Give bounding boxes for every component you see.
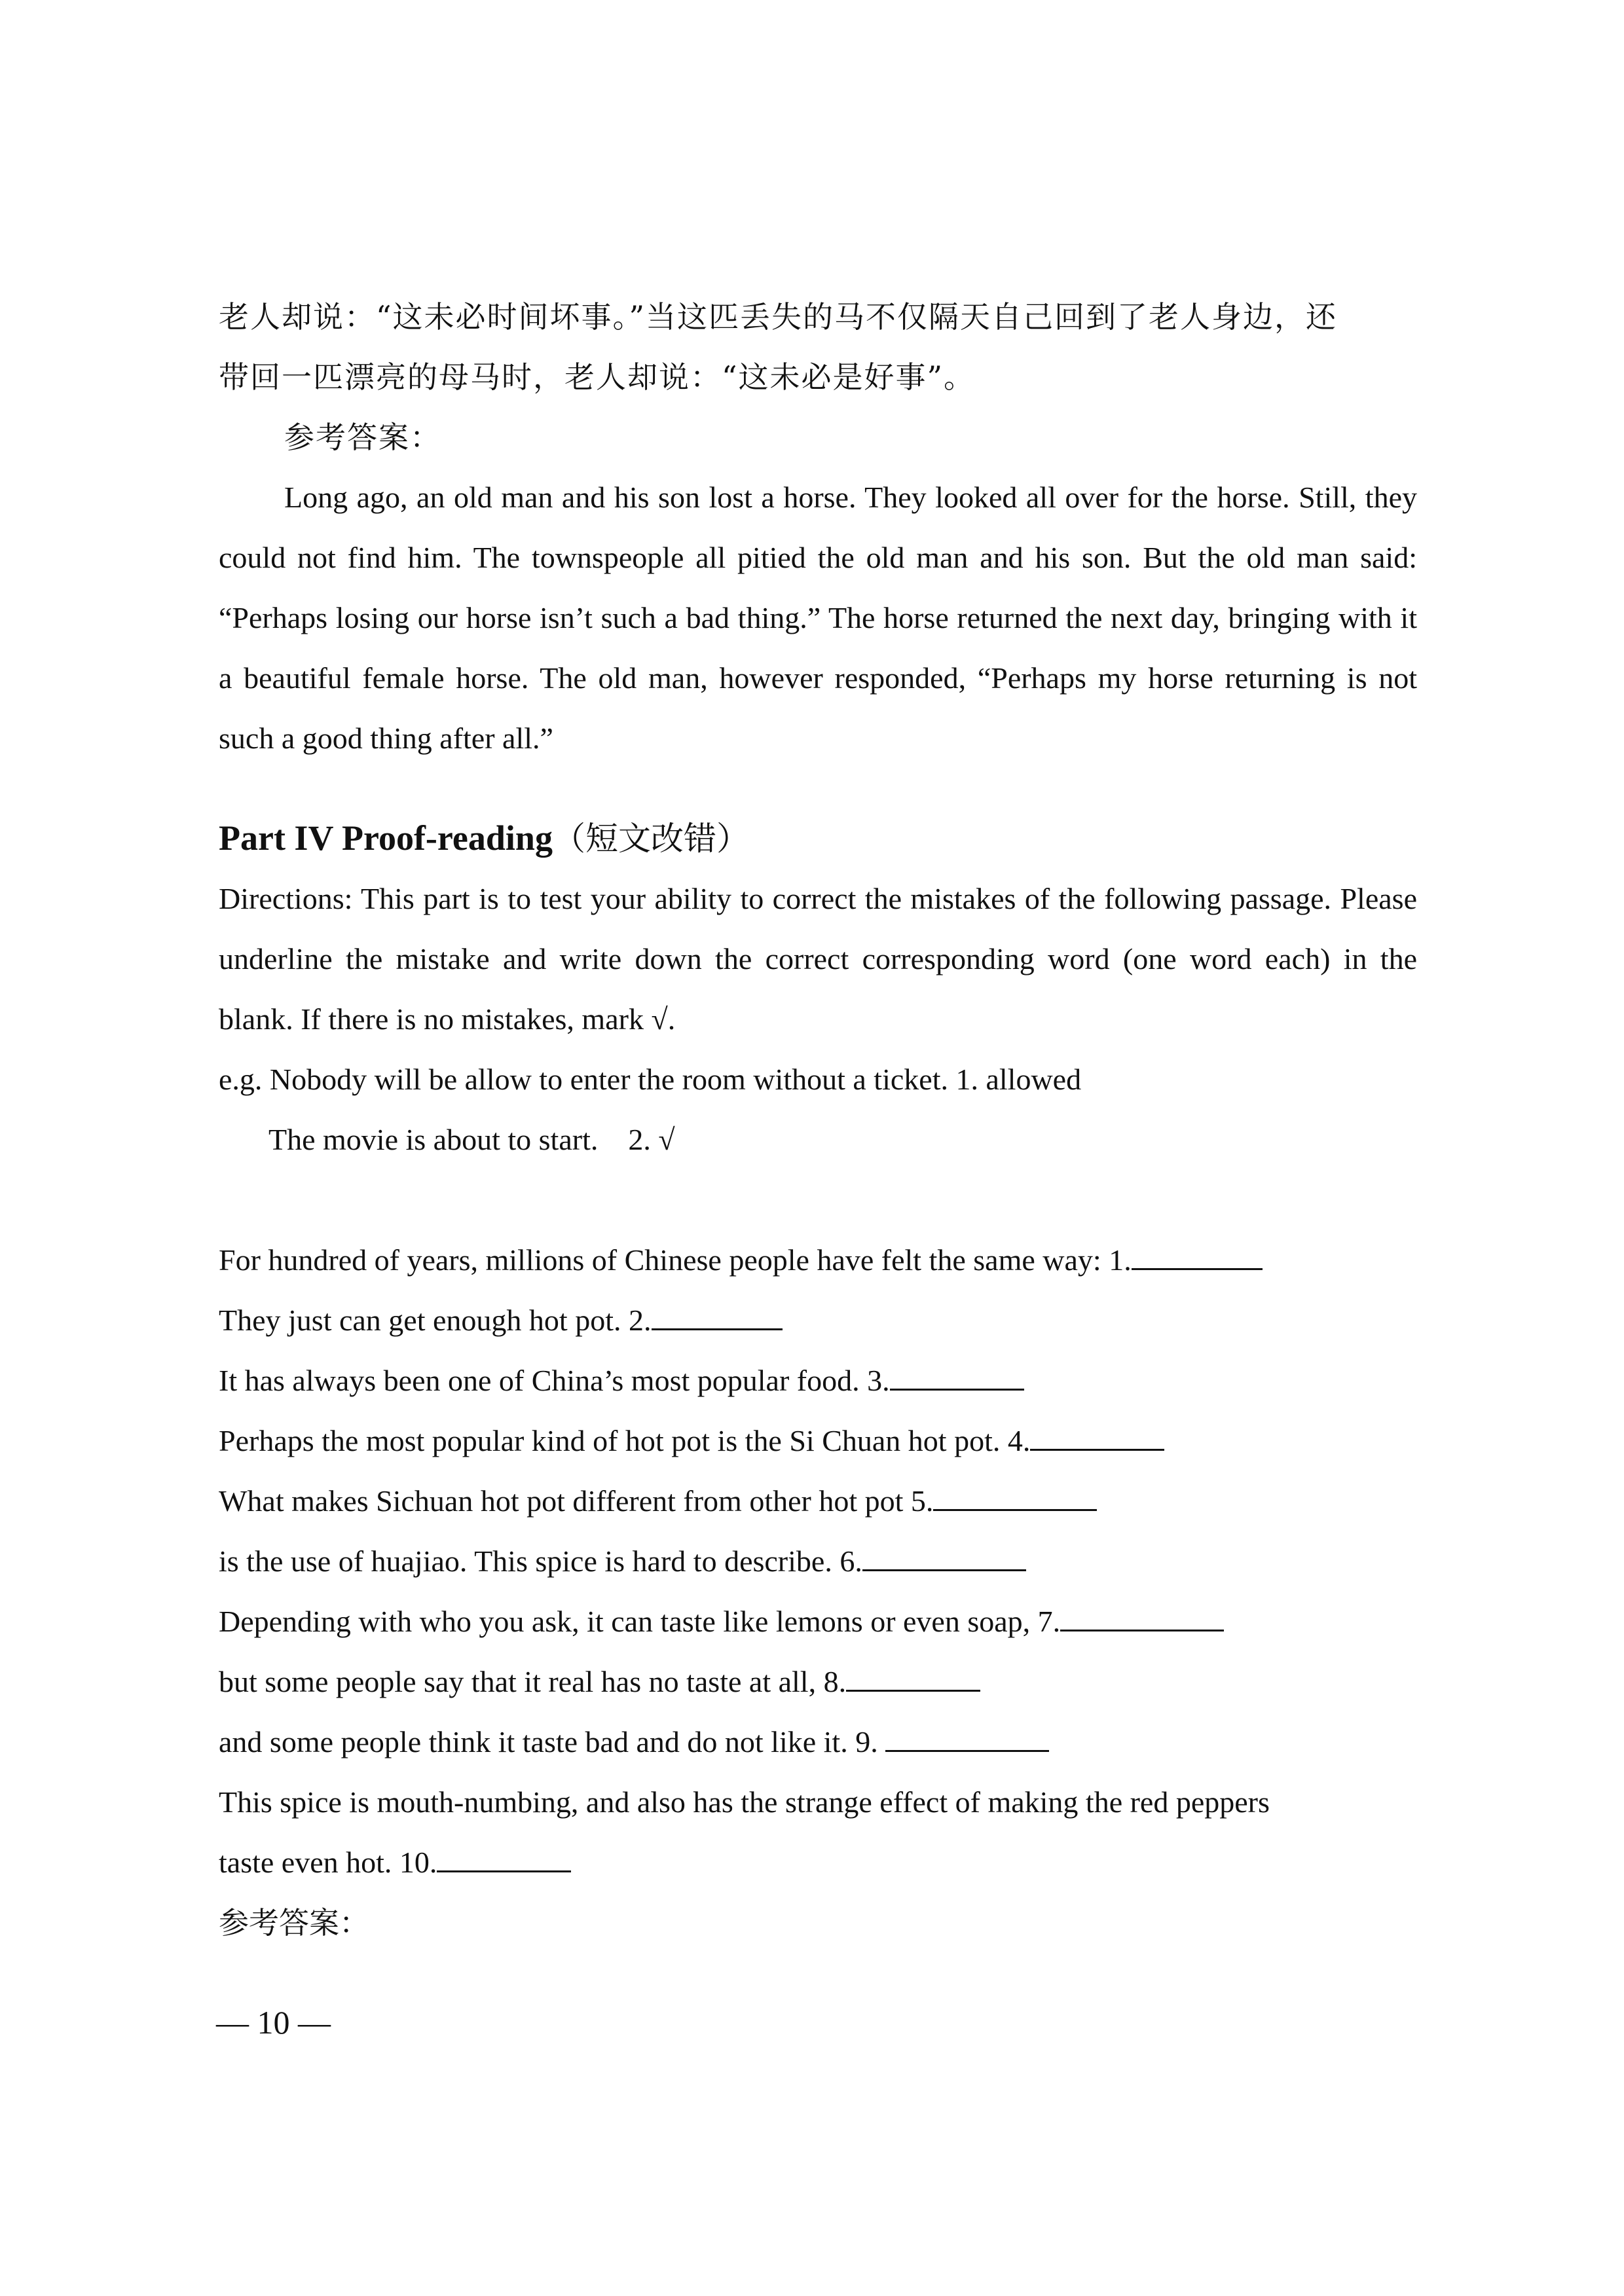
answer-blank[interactable]	[890, 1362, 1024, 1391]
answer-label: 参考答案：	[284, 420, 441, 455]
section-title: Part IV Proof-reading	[219, 818, 553, 858]
passage-line-text: What makes Sichuan hot pot different from other hot pot 5.	[219, 1484, 934, 1518]
answer-blank[interactable]	[885, 1724, 1049, 1752]
passage-line-text: taste even hot. 10.	[219, 1846, 437, 1879]
answer-blank[interactable]	[1132, 1242, 1263, 1270]
answer-blank[interactable]	[862, 1543, 1026, 1571]
directions-text: Directions: This part is to test your ability to correct the mistakes of the following passage. Please underline the mistake and write down the correct corresponding word (one word each) in the blank. If there is no mistakes, mark √.	[219, 882, 1417, 1036]
section-heading	[219, 808, 1417, 869]
passage-line	[219, 1471, 1417, 1531]
passage-line	[219, 1712, 1417, 1772]
passage-line	[219, 1290, 1417, 1351]
answer-blank[interactable]	[846, 1664, 980, 1692]
page-number: — 10 —	[216, 2004, 331, 2041]
answer-blank[interactable]	[1030, 1423, 1164, 1451]
answer-blank[interactable]	[437, 1844, 571, 1872]
passage-line-text: They just can get enough hot pot. 2.	[219, 1303, 652, 1337]
passage-line-text: and some people think it taste bad and do not like it. 9.	[219, 1725, 886, 1758]
passage-line	[219, 1351, 1417, 1411]
passage-line	[219, 1411, 1417, 1471]
passage-line-text: Depending with who you ask, it can taste like lemons or even soap, 7.	[219, 1605, 1061, 1638]
passage-line	[219, 1652, 1417, 1712]
passage-line-10a: This spice is mouth-numbing, and also has the strange effect of making the red peppers	[219, 1785, 1270, 1819]
chinese-text-line-2: 带回一匹漂亮的母马时，老人却说：“这未必是好事”。	[219, 359, 976, 395]
passage-line-text: For hundred of years, millions of Chinese people have felt the same way: 1.	[219, 1243, 1132, 1277]
example-line-2: The movie is about to start. 2. √	[268, 1123, 675, 1156]
chinese-text-line-1: 老人却说：“这未必时间坏事。”当这匹丢失的马不仅隔天自己回到了老人身边，还	[219, 299, 1338, 335]
passage-line	[219, 1230, 1417, 1290]
answer-blank[interactable]	[652, 1302, 783, 1330]
passage-line	[219, 1531, 1417, 1592]
passage-line-text: is the use of huajiao. This spice is hard to describe. 6.	[219, 1544, 862, 1578]
passage-line-10b	[219, 1832, 1417, 1893]
spacer	[219, 1170, 1417, 1230]
example-line-1: e.g. Nobody will be allow to enter the room without a ticket. 1. allowed	[219, 1063, 1082, 1096]
passage-line	[219, 1592, 1417, 1652]
answer-blank[interactable]	[1060, 1603, 1224, 1631]
section-title-cn: （短文改错）	[552, 820, 749, 858]
passage-line-text: It has always been one of China’s most popular food. 3.	[219, 1364, 890, 1397]
answer-blank[interactable]	[933, 1483, 1097, 1511]
page-content	[219, 287, 1417, 1953]
passage-line-text: but some people say that it real has no taste at all, 8.	[219, 1665, 847, 1698]
passage	[219, 1230, 1417, 1772]
passage-line-text: Perhaps the most popular kind of hot pot is the Si Chuan hot pot. 4.	[219, 1424, 1031, 1457]
answer-label: 参考答案：	[219, 1905, 369, 1941]
english-translation: Long ago, an old man and his son lost a horse. They looked all over for the horse. Still, they could not find him. The townspeople all pitied the old man and his son. But the old man said: “Perhaps losing our horse isn’t such a bad thing.” The horse returned the next day, bringing with it a beautiful female horse. The old man, however responded, “Perhaps my horse returning is not such a good thing after all.”	[219, 481, 1417, 755]
